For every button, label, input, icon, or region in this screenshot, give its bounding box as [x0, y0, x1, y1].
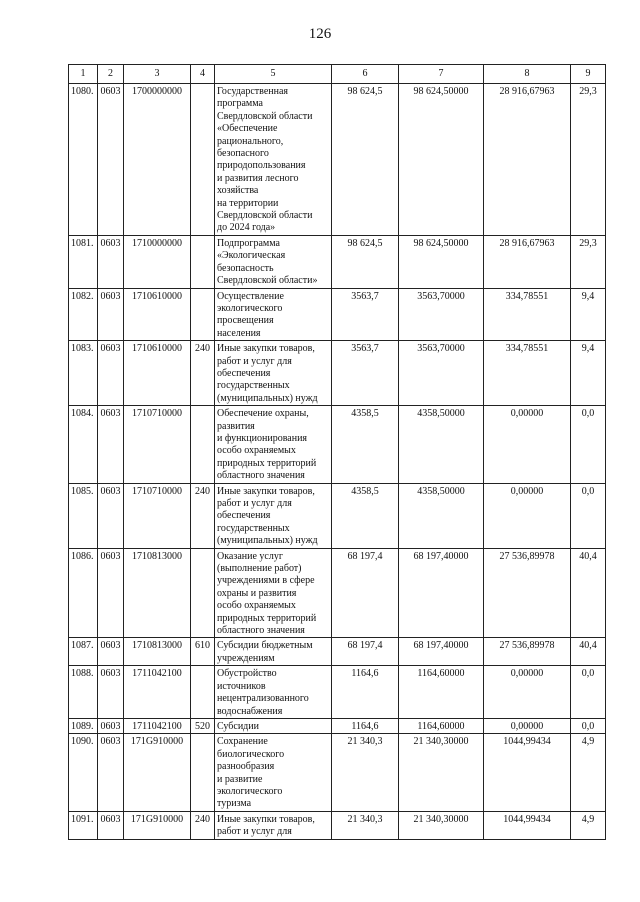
execution-percent: 0,0: [571, 666, 606, 719]
section-code: 0603: [98, 638, 124, 666]
planned-amount: 1164,6: [332, 666, 399, 719]
planned-amount: 4358,5: [332, 483, 399, 548]
execution-percent: 40,4: [571, 638, 606, 666]
row-number: 1086.: [69, 548, 98, 638]
refined-amount: 4358,50000: [399, 406, 484, 483]
refined-amount: 1164,60000: [399, 718, 484, 733]
row-number: 1080.: [69, 84, 98, 236]
column-header: 4: [191, 65, 215, 84]
execution-percent: 40,4: [571, 548, 606, 638]
table-row: [69, 235, 606, 288]
execution-percent: 0,0: [571, 483, 606, 548]
execution-percent: 4,9: [571, 811, 606, 839]
item-name: Иные закупки товаров, работ и услуг для обеспечения государственных (муниципальных) нужд: [215, 483, 332, 548]
item-name: Подпрограмма «Экологическая безопасность Свердловской области»: [215, 235, 332, 288]
column-header: 6: [332, 65, 399, 84]
target-article-code: 1710813000: [124, 638, 191, 666]
expense-type-code: 240: [191, 811, 215, 839]
refined-amount: 68 197,40000: [399, 638, 484, 666]
execution-percent: 9,4: [571, 288, 606, 341]
item-name: Обустройство источников нецентрализованного водоснабжения: [215, 666, 332, 719]
planned-amount: 68 197,4: [332, 638, 399, 666]
table-row: [69, 718, 606, 733]
row-number: 1089.: [69, 718, 98, 733]
column-header: 7: [399, 65, 484, 84]
planned-amount: 21 340,3: [332, 811, 399, 839]
section-code: 0603: [98, 483, 124, 548]
refined-amount: 21 340,30000: [399, 811, 484, 839]
expense-type-code: [191, 666, 215, 719]
executed-amount: 28 916,67963: [484, 84, 571, 236]
row-number: 1090.: [69, 734, 98, 811]
execution-percent: 29,3: [571, 84, 606, 236]
refined-amount: 4358,50000: [399, 483, 484, 548]
refined-amount: 3563,70000: [399, 288, 484, 341]
planned-amount: 68 197,4: [332, 548, 399, 638]
executed-amount: 0,00000: [484, 406, 571, 483]
expense-type-code: 610: [191, 638, 215, 666]
target-article-code: 1710000000: [124, 235, 191, 288]
refined-amount: 98 624,50000: [399, 84, 484, 236]
expense-type-code: [191, 288, 215, 341]
table-body: [69, 84, 606, 840]
target-article-code: 1711042100: [124, 666, 191, 719]
planned-amount: 98 624,5: [332, 235, 399, 288]
target-article-code: 1710610000: [124, 341, 191, 406]
execution-percent: 29,3: [571, 235, 606, 288]
row-number: 1081.: [69, 235, 98, 288]
section-code: 0603: [98, 235, 124, 288]
target-article-code: 171G910000: [124, 734, 191, 811]
row-number: 1083.: [69, 341, 98, 406]
executed-amount: 0,00000: [484, 483, 571, 548]
execution-percent: 0,0: [571, 718, 606, 733]
execution-percent: 9,4: [571, 341, 606, 406]
column-header: 9: [571, 65, 606, 84]
header-row: [69, 65, 606, 84]
item-name: Оказание услуг (выполнение работ) учреждениями в сфере охраны и развития особо охраняемых природных территорий областного значения: [215, 548, 332, 638]
item-name: Осуществление экологического просвещения населения: [215, 288, 332, 341]
item-name: Сохранение биологического разнообразия и развитие экологического туризма: [215, 734, 332, 811]
table-row: [69, 811, 606, 839]
expense-type-code: [191, 235, 215, 288]
row-number: 1091.: [69, 811, 98, 839]
section-code: 0603: [98, 84, 124, 236]
budget-table: [68, 64, 606, 840]
executed-amount: 0,00000: [484, 666, 571, 719]
expense-type-code: 520: [191, 718, 215, 733]
row-number: 1085.: [69, 483, 98, 548]
executed-amount: 0,00000: [484, 718, 571, 733]
target-article-code: 1710813000: [124, 548, 191, 638]
executed-amount: 334,78551: [484, 341, 571, 406]
refined-amount: 68 197,40000: [399, 548, 484, 638]
planned-amount: 4358,5: [332, 406, 399, 483]
page-number: 126: [308, 26, 332, 42]
column-header: 1: [69, 65, 98, 84]
item-name: Государственная программа Свердловской области «Обеспечение рационального, безопасного природопользования и развития лесного хозяйства на территории Свердловской области до 2024 года»: [215, 84, 332, 236]
row-number: 1084.: [69, 406, 98, 483]
refined-amount: 21 340,30000: [399, 734, 484, 811]
expense-type-code: [191, 734, 215, 811]
section-code: 0603: [98, 718, 124, 733]
executed-amount: 334,78551: [484, 288, 571, 341]
refined-amount: 98 624,50000: [399, 235, 484, 288]
row-number: 1087.: [69, 638, 98, 666]
table-row: [69, 406, 606, 483]
executed-amount: 1044,99434: [484, 734, 571, 811]
section-code: 0603: [98, 548, 124, 638]
target-article-code: 1700000000: [124, 84, 191, 236]
expense-type-code: 240: [191, 483, 215, 548]
execution-percent: 4,9: [571, 734, 606, 811]
target-article-code: 1710610000: [124, 288, 191, 341]
section-code: 0603: [98, 811, 124, 839]
target-article-code: 171G910000: [124, 811, 191, 839]
item-name: Иные закупки товаров, работ и услуг для: [215, 811, 332, 839]
section-code: 0603: [98, 734, 124, 811]
row-number: 1088.: [69, 666, 98, 719]
expense-type-code: [191, 84, 215, 236]
column-header: 2: [98, 65, 124, 84]
section-code: 0603: [98, 288, 124, 341]
table-row: [69, 84, 606, 236]
section-code: 0603: [98, 406, 124, 483]
planned-amount: 3563,7: [332, 288, 399, 341]
table-row: [69, 638, 606, 666]
column-header: 5: [215, 65, 332, 84]
expense-type-code: [191, 406, 215, 483]
target-article-code: 1710710000: [124, 483, 191, 548]
column-header: 3: [124, 65, 191, 84]
table-row: [69, 483, 606, 548]
refined-amount: 3563,70000: [399, 341, 484, 406]
planned-amount: 98 624,5: [332, 84, 399, 236]
table-row: [69, 548, 606, 638]
section-code: 0603: [98, 666, 124, 719]
execution-percent: 0,0: [571, 406, 606, 483]
table-row: [69, 666, 606, 719]
item-name: Иные закупки товаров, работ и услуг для обеспечения государственных (муниципальных) нужд: [215, 341, 332, 406]
target-article-code: 1711042100: [124, 718, 191, 733]
table-row: [69, 734, 606, 811]
table-row: [69, 288, 606, 341]
expense-type-code: [191, 548, 215, 638]
table-row: [69, 341, 606, 406]
target-article-code: 1710710000: [124, 406, 191, 483]
expense-type-code: 240: [191, 341, 215, 406]
item-name: Субсидии: [215, 718, 332, 733]
executed-amount: 27 536,89978: [484, 638, 571, 666]
refined-amount: 1164,60000: [399, 666, 484, 719]
planned-amount: 21 340,3: [332, 734, 399, 811]
row-number: 1082.: [69, 288, 98, 341]
executed-amount: 28 916,67963: [484, 235, 571, 288]
executed-amount: 27 536,89978: [484, 548, 571, 638]
item-name: Субсидии бюджетным учреждениям: [215, 638, 332, 666]
planned-amount: 3563,7: [332, 341, 399, 406]
planned-amount: 1164,6: [332, 718, 399, 733]
section-code: 0603: [98, 341, 124, 406]
column-header: 8: [484, 65, 571, 84]
executed-amount: 1044,99434: [484, 811, 571, 839]
item-name: Обеспечение охраны, развития и функционирования особо охраняемых природных территорий областного значения: [215, 406, 332, 483]
